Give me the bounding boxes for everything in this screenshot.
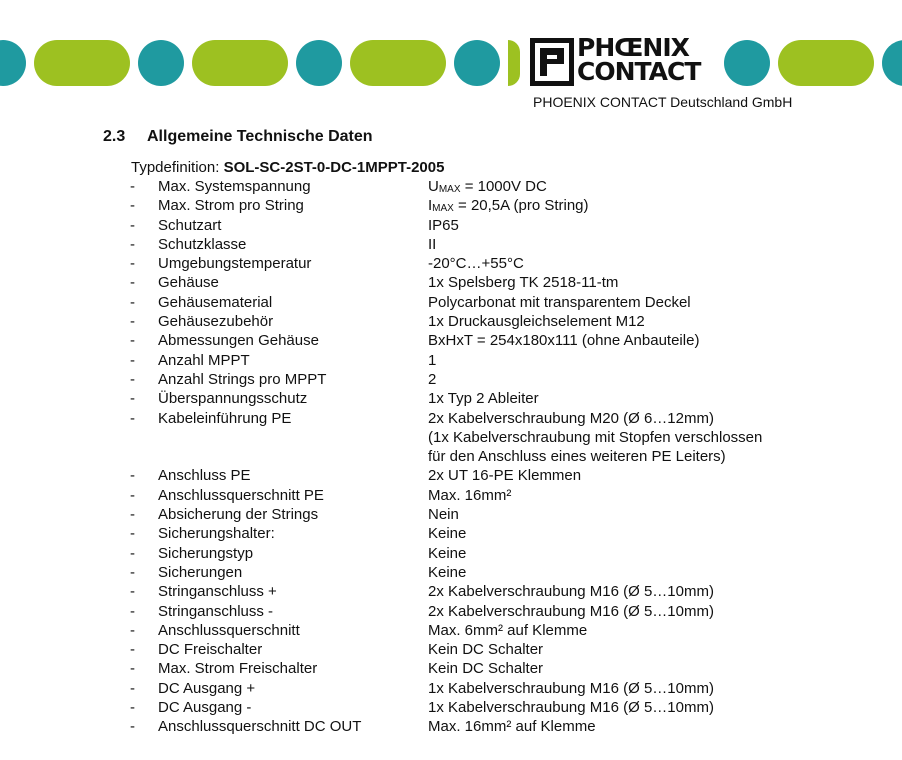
spec-row — [0, 679, 902, 698]
spec-bullet-dash: - — [130, 351, 135, 369]
spec-value-line: 2x Kabelverschraubung M16 (Ø 5…10mm) — [428, 602, 714, 620]
spec-value — [428, 293, 902, 312]
logo-line-1: PHŒNIX — [577, 33, 689, 62]
company-name: PHOENIX CONTACT Deutschland GmbH — [533, 94, 793, 110]
spec-bullet-dash: - — [130, 621, 135, 639]
spec-row — [0, 621, 902, 640]
spec-bullet-dash: - — [130, 602, 135, 620]
spec-bullet-dash: - — [130, 293, 135, 311]
spec-label: Sicherungen — [158, 563, 243, 581]
spec-label: Max. Strom Freischalter — [158, 660, 318, 678]
spec-value — [428, 254, 902, 273]
decor-dot-teal — [882, 40, 902, 86]
spec-bullet-dash: - — [130, 506, 135, 524]
spec-value — [428, 582, 902, 601]
spec-row — [0, 717, 902, 736]
spec-bullet-dash: - — [130, 274, 135, 292]
spec-symbol-subscript: MAX — [438, 184, 461, 195]
spec-value-line: Max. 16mm² auf Klemme — [428, 718, 596, 736]
spec-bullet-dash: - — [130, 178, 135, 195]
type-definition — [131, 159, 444, 176]
spec-row — [0, 505, 902, 524]
spec-value — [428, 216, 902, 235]
spec-value-line: Max. 6mm² auf Klemme — [428, 621, 588, 639]
spec-value — [428, 370, 902, 389]
spec-bullet-dash: - — [130, 699, 135, 717]
spec-value — [428, 466, 902, 485]
spec-value-line — [428, 196, 902, 215]
spec-label: Gehäuse — [158, 274, 219, 292]
spec-label: Gehäusezubehör — [158, 313, 274, 331]
spec-value-line: Max. 16mm² — [428, 486, 512, 504]
spec-value-line: 2x Kabelverschraubung M20 (Ø 6…12mm) — [428, 409, 714, 427]
spec-value — [428, 679, 902, 698]
spec-label: Gehäusematerial — [158, 293, 273, 311]
spec-bullet-dash: - — [130, 525, 135, 543]
spec-value-line — [428, 177, 902, 196]
logo-mark-icon — [530, 38, 574, 86]
spec-row — [0, 196, 902, 215]
spec-value-line: 1x Spelsberg TK 2518-11-tm — [428, 274, 619, 292]
spec-label: DC Freischalter — [158, 641, 263, 659]
spec-row — [0, 351, 902, 370]
logo-wordmark — [577, 33, 701, 86]
spec-label: Anschlussquerschnitt DC OUT — [158, 718, 362, 736]
spec-value-line: II — [428, 235, 437, 253]
spec-value-line: 1x Kabelverschraubung M16 (Ø 5…10mm) — [428, 699, 714, 717]
spec-row — [0, 563, 902, 582]
spec-value-line: 2 — [428, 370, 437, 388]
spec-bullet-dash: - — [130, 583, 135, 601]
spec-value-line: Keine — [428, 544, 467, 562]
spec-row — [0, 582, 902, 601]
spec-value — [428, 698, 902, 717]
spec-value-line: für den Anschluss eines weiteren PE Leiters) — [428, 448, 726, 466]
spec-bullet-dash: - — [130, 332, 135, 350]
spec-label: Stringanschluss + — [158, 583, 277, 601]
decor-dot-teal — [296, 40, 342, 86]
spec-value-line: BxHxT = 254x180x111 (ohne Anbauteile) — [428, 332, 700, 350]
spec-label: Stringanschluss - — [158, 602, 274, 620]
spec-value-line: 1x Typ 2 Ableiter — [428, 390, 539, 408]
spec-value — [428, 563, 902, 582]
spec-row — [0, 312, 902, 331]
spec-label: Max. Systemspannung — [158, 178, 311, 195]
spec-value-line: Keine — [428, 525, 467, 543]
spec-value-line: Kein DC Schalter — [428, 660, 544, 678]
section-number: 2.3 — [103, 128, 126, 145]
spec-label: Anzahl MPPT — [158, 351, 250, 369]
decor-dot-green — [508, 40, 520, 86]
spec-row — [0, 331, 902, 350]
spec-symbol: U — [428, 178, 439, 195]
spec-row — [0, 389, 902, 408]
spec-value-line: -20°C…+55°C — [428, 255, 524, 273]
spec-label: Sicherungshalter: — [158, 525, 275, 543]
spec-value-line: Nein — [428, 506, 459, 524]
spec-list — [0, 177, 902, 737]
spec-value — [428, 640, 902, 659]
spec-bullet-dash: - — [130, 255, 135, 273]
spec-label: Umgebungstemperatur — [158, 255, 312, 273]
spec-bullet-dash: - — [130, 641, 135, 659]
spec-value-line: 1x Kabelverschraubung M16 (Ø 5…10mm) — [428, 679, 714, 697]
spec-bullet-dash: - — [130, 409, 135, 427]
spec-row — [0, 177, 902, 196]
spec-label: Max. Strom pro String — [158, 197, 304, 215]
spec-row — [0, 273, 902, 292]
spec-value-line: Kein DC Schalter — [428, 641, 544, 659]
spec-value-line: 1x Druckausgleichselement M12 — [428, 313, 645, 331]
page-header — [0, 0, 902, 120]
spec-row — [0, 409, 902, 467]
spec-bullet-dash: - — [130, 467, 135, 485]
spec-row — [0, 524, 902, 543]
spec-bullet-dash: - — [130, 544, 135, 562]
spec-row — [0, 602, 902, 621]
spec-bullet-dash: - — [130, 486, 135, 504]
spec-value-line: Keine — [428, 563, 467, 581]
spec-value — [428, 312, 902, 331]
spec-value-line: Polycarbonat mit transparentem Deckel — [428, 293, 691, 311]
decor-dot-green — [34, 40, 130, 86]
spec-label: Abmessungen Gehäuse — [158, 332, 319, 350]
decor-dot-teal — [138, 40, 184, 86]
spec-value-line: IP65 — [428, 216, 459, 234]
decor-dot-green — [350, 40, 446, 86]
spec-value — [428, 409, 902, 467]
spec-label: Kabeleinführung PE — [158, 409, 292, 427]
spec-label: Anschluss PE — [158, 467, 251, 485]
spec-value — [428, 524, 902, 543]
spec-label: Schutzart — [158, 216, 222, 234]
spec-value — [428, 544, 902, 563]
spec-label: Absicherung der Strings — [158, 506, 319, 524]
spec-row — [0, 293, 902, 312]
decor-dot-green — [778, 40, 874, 86]
decor-dot-teal — [0, 40, 26, 86]
section-title-text: Allgemeine Technische Daten — [147, 128, 373, 145]
spec-bullet-dash: - — [130, 660, 135, 678]
spec-label: Überspannungsschutz — [158, 390, 308, 408]
spec-value — [428, 717, 902, 736]
spec-row — [0, 370, 902, 389]
typedef-value: SOL-SC-2ST-0-DC-1MPPT-2005 — [223, 159, 445, 176]
spec-row — [0, 698, 902, 717]
spec-value-line: 2x Kabelverschraubung M16 (Ø 5…10mm) — [428, 583, 714, 601]
spec-value — [428, 659, 902, 678]
spec-row — [0, 254, 902, 273]
spec-row — [0, 466, 902, 485]
spec-label: DC Ausgang - — [158, 699, 252, 717]
spec-bullet-dash: - — [130, 679, 135, 697]
spec-value — [428, 621, 902, 640]
spec-value — [428, 602, 902, 621]
spec-row — [0, 659, 902, 678]
spec-bullet-dash: - — [130, 390, 135, 408]
spec-value-line: 2x UT 16-PE Klemmen — [428, 467, 582, 485]
spec-value — [428, 235, 902, 254]
typedef-label: Typdefinition: — [131, 159, 220, 176]
spec-symbol-subscript: MAX — [432, 203, 454, 215]
spec-bullet-dash: - — [130, 313, 135, 331]
spec-value-line: (1x Kabelverschraubung mit Stopfen verschlossen — [428, 428, 763, 446]
spec-label: Schutzklasse — [158, 235, 247, 253]
spec-row — [0, 544, 902, 563]
spec-row — [0, 216, 902, 235]
spec-bullet-dash: - — [130, 563, 135, 581]
logo-line-2: CONTACT — [577, 57, 701, 86]
spec-value — [428, 351, 902, 370]
decor-dot-teal — [724, 40, 770, 86]
spec-value — [428, 273, 902, 292]
spec-value — [428, 389, 902, 408]
spec-value-text: = 20,5A (pro String) — [458, 197, 589, 215]
spec-value — [428, 331, 902, 350]
spec-value — [428, 196, 902, 215]
phoenix-contact-logo — [530, 33, 716, 90]
spec-bullet-dash: - — [130, 718, 135, 736]
decor-dot-teal — [454, 40, 500, 86]
spec-value — [428, 505, 902, 524]
spec-label: Anschlussquerschnitt — [158, 621, 300, 639]
decor-dot-green — [192, 40, 288, 86]
spec-value-text: = 1000V DC — [464, 178, 547, 195]
spec-value-line: 1 — [428, 351, 437, 369]
spec-label: Anzahl Strings pro MPPT — [158, 370, 327, 388]
spec-value — [428, 177, 902, 196]
spec-label: DC Ausgang + — [158, 679, 256, 697]
spec-value — [428, 486, 902, 505]
spec-row — [0, 640, 902, 659]
spec-bullet-dash: - — [130, 370, 135, 388]
spec-bullet-dash: - — [130, 216, 135, 234]
spec-symbol: I — [428, 197, 433, 215]
section-heading — [103, 128, 373, 146]
spec-label: Sicherungstyp — [158, 544, 254, 562]
spec-bullet-dash: - — [130, 235, 135, 253]
spec-label: Anschlussquerschnitt PE — [158, 486, 324, 504]
spec-row — [0, 235, 902, 254]
spec-row — [0, 486, 902, 505]
spec-bullet-dash: - — [130, 197, 135, 215]
